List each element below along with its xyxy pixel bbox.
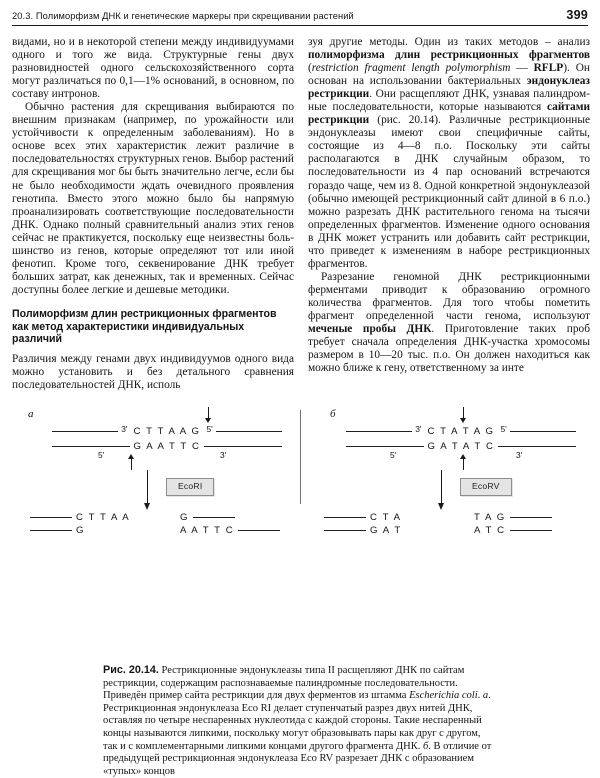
figure-caption-number: Рис. 20.14. [103, 664, 159, 676]
panel-a-right-fragment-bottom [176, 525, 280, 536]
panel-b-left-fragment-top [324, 512, 406, 523]
panel-b-bottom-cut-arrow-icon [463, 458, 464, 470]
rflp-term-bold: полиморфизма длин рестрикционных фрагментов [308, 49, 590, 62]
panel-a-top-left-prime: 3' [121, 424, 128, 435]
dna-line-right [498, 446, 576, 447]
figure-caption-text-2: . [477, 690, 483, 702]
dna-line-left [346, 431, 412, 432]
panel-a-duplex [52, 420, 282, 464]
panel-b-left-bottom-bases: G A T [370, 525, 402, 537]
panel-b-product-row-bottom [310, 524, 593, 538]
panel-a-left-fragment-bottom [30, 525, 89, 536]
dna-line-right [510, 431, 576, 432]
dna-line-right [238, 530, 280, 531]
panel-b-products [310, 511, 593, 541]
digestion-text-a: Разрезание геномной ДНК рестрикционными ферментами приводит к образованию огромного количества фрагментов. Для того чтобы пометить фрагмент определенной части генома, используют [308, 270, 590, 322]
panel-a-left-top-bases: C T T A A [76, 512, 131, 524]
running-head-title: 20.3. Полиморфизм ДНК и генетические маркеры при скрещивании растений [12, 11, 354, 21]
panel-b-reaction-arrow-icon [441, 470, 442, 504]
panel-b-duplex [346, 420, 576, 464]
dna-line-left [52, 431, 118, 432]
panel-b-top-strand [346, 424, 576, 439]
panel-b-right-bottom-bases: A T C [474, 525, 506, 537]
paragraph-continuation [12, 36, 294, 101]
dna-line-right [510, 517, 552, 518]
paragraph-differences: Различия между генами двух индивидуумов одного вида можно установить и без детального сравнения последовательностей ДНК, исполь [12, 352, 294, 391]
panel-a-top-cut-arrow-icon [208, 407, 209, 419]
panel-b-right-top-bases: T A G [474, 512, 506, 524]
panel-a-left-fragment-top [30, 512, 134, 523]
para-1-text-a: видами, но и в некоторой степени между индивидуумами одного и того же вида. [12, 36, 294, 62]
dna-line-left [324, 517, 366, 518]
rflp-text-e: — [510, 62, 534, 75]
right-column [308, 36, 590, 392]
panel-a-bottom-bases: G A A T T C [133, 440, 201, 452]
para-1-text-b: Структурные гены двух разновидностей одного сельскохозяйственного сорта могут различаться по 0,1—1% оснований, в основном, по составу интронов. [12, 49, 295, 101]
panel-a-top-bases: C T T A A G [133, 425, 201, 437]
paragraph-genomic-digestion [308, 271, 590, 375]
figure-panel-a [14, 408, 299, 563]
panel-a-bottom-strand [52, 439, 282, 454]
figure-panel-divider [300, 410, 301, 504]
panel-a-bottom-left-prime: 5' [98, 449, 105, 460]
panel-a-enzyme-label: EcoRI [166, 478, 214, 496]
panel-b-left-top-bases: C T A [370, 512, 402, 524]
rflp-text-i: . Они расщепляют ДНК, узнавая палиндромные последовательности, которые называются [308, 88, 590, 114]
figure-caption-panel-b-ref: б [422, 740, 429, 752]
dna-line-left [30, 530, 72, 531]
panel-b-label: б [330, 407, 336, 420]
panel-b-top-left-prime: 3' [415, 424, 422, 435]
panel-b-bottom-strand [346, 439, 576, 454]
panel-b-enzyme-label: EcoRV [460, 478, 512, 496]
panel-b-bottom-right-prime: 3' [516, 449, 523, 460]
panel-a-right-bottom-bases: A A T T C [180, 525, 235, 537]
figure-caption [103, 664, 493, 778]
rflp-text-g: ). Он основан на использовании бактериальных [308, 62, 590, 88]
figure-caption-species: Escherichia coli [409, 690, 478, 702]
panel-a-bottom-cut-arrow-icon [131, 458, 132, 470]
panel-b-bottom-bases: G A T A T C [427, 440, 495, 452]
dna-line-right [204, 446, 282, 447]
panel-b-bottom-left-prime: 5' [390, 449, 397, 460]
rflp-text-a: зуя другие методы. Один из таких методов – анализ [308, 36, 590, 48]
panel-b-left-fragment-bottom [324, 525, 406, 536]
rflp-text-k: (рис. 20.14). Различные рестрикционные эндонуклеазы имеют свои специфичные сайты, состоящие из 4—8 п.о. Поскольку эти сайты располагаются в ДНК случайным образом, то последовательности из 4 пар оснований встречаются гораздо чаще, чем из 8. Одной конкретной эндонуклеазой (обычно имеющей рестрикционный сайт длиной в 6 п.о.) можно разрезать ДНК растительного генома на тысячи определенных фрагментов. Изменение одного основания в ДНК может устранить или добавить сайт рестрикции, что приведет к изменениям в наборе рестрикционных фрагментов. [308, 114, 590, 270]
panel-a-reaction-arrow-icon [147, 470, 148, 504]
panel-a-products [16, 511, 299, 541]
panel-a-bottom-right-prime: 3' [220, 449, 227, 460]
rflp-text-c: ( [308, 62, 312, 75]
digestion-text-c: . Приготовление таких проб требует сначала определения ДНК-участка хромосомы размером в 10—20 тыс. п.о. Он должен находиться как можно ближе к гену, ответственному за инте [308, 323, 590, 375]
figure-caption-text-4: . В отличие от предыдущей рестрикционная эндонуклеаза Eco RV разрезает ДНК с образованием «тупых» концов [103, 740, 492, 777]
running-head [12, 0, 588, 22]
panel-b-right-fragment-top [470, 512, 552, 523]
left-column [12, 36, 294, 392]
panel-b-top-bases: C T A T A G [427, 425, 495, 437]
dna-line-left [30, 517, 72, 518]
panel-a-label: а [28, 407, 34, 420]
section-subheading: Полиморфизм длин рестрикционных фрагментов как метод характеристики индивидуальных различий [12, 307, 277, 346]
dna-line-right [216, 431, 282, 432]
dna-line-right [510, 530, 552, 531]
restriction-site-term: сайтами рестрикции [308, 101, 590, 127]
header-rule [12, 25, 588, 26]
panel-a-right-top-bases: G [180, 512, 190, 524]
figure-caption-panel-a-ref: а [482, 690, 489, 702]
endonuclease-term: эндонуклеаз рестрикции [308, 75, 590, 101]
panel-a-left-bottom-bases: G [76, 525, 86, 537]
page-number: 399 [566, 8, 588, 22]
rflp-abbrev: RFLP [533, 62, 564, 75]
rflp-term-latin: restriction fragment length polymorphism [311, 62, 511, 75]
panel-a-product-row-top [16, 511, 299, 525]
dna-line-left [52, 446, 130, 447]
panel-a-right-fragment-top [176, 512, 235, 523]
paragraph-plant-selection: Обычно растения для скрещивания выбираются по внешним признакам (например, по урожайности или устойчивости к определенным заболеваниям). Но в основе всех этих характеристик лежит различие в последовательностях структурных генов. Выбор растений для скрещивания мог бы быть значительно легче, если бы не было необходимости ждать очевидного проявления генотипа. Вместо этого можно было бы напрямую проанализировать соответствующие последовательности ДНК. Однако полный сравнительный анализ этих генов сейчас не практикуется, поскольку еще неизвестны большинство из генов, которые определяют тот или иной фенотип. Кроме того, секвенирование ДНК требует больших затрат, как денежных, так и временных. Сейчас доступны более легкие и дешевые методики. [12, 101, 294, 296]
panel-a-product-row-bottom [16, 524, 299, 538]
figure-panel-b [308, 408, 593, 563]
panel-a-top-strand [52, 424, 282, 439]
dna-line-right [193, 517, 235, 518]
figure-caption-text-1: Рестрикционные эндонуклеазы типа II расщепляют ДНК по сайтам рестрикции, содержащим распознаваемые палиндромные последовательности. Приведён пример сайта рестрикции для двух ферментов из штамма [103, 665, 465, 702]
figure-20-14 [12, 408, 588, 563]
figure-caption-text-3: . Рестрикционная эндонуклеаза Eco RI делает ступенчатый разрез двух нитей ДНК, оставляя по четыре неспаренных нуклеотида с каждой стороны. Такие неспаренный концы называются липкими, поскольку могут образовывать пары как друг с другом, так и с комплементарными липкими концами другого фрагмента ДНК. [103, 690, 491, 752]
dna-line-left [324, 530, 366, 531]
body-columns [12, 36, 588, 392]
panel-a-top-right-prime: 5' [206, 424, 213, 435]
dna-line-left [346, 446, 424, 447]
labeled-probe-term: меченые пробы ДНК [308, 323, 432, 336]
panel-b-top-right-prime: 5' [500, 424, 507, 435]
panel-b-product-row-top [310, 511, 593, 525]
paragraph-rflp [308, 36, 590, 271]
panel-b-top-cut-arrow-icon [463, 407, 464, 419]
panel-b-right-fragment-bottom [470, 525, 552, 536]
